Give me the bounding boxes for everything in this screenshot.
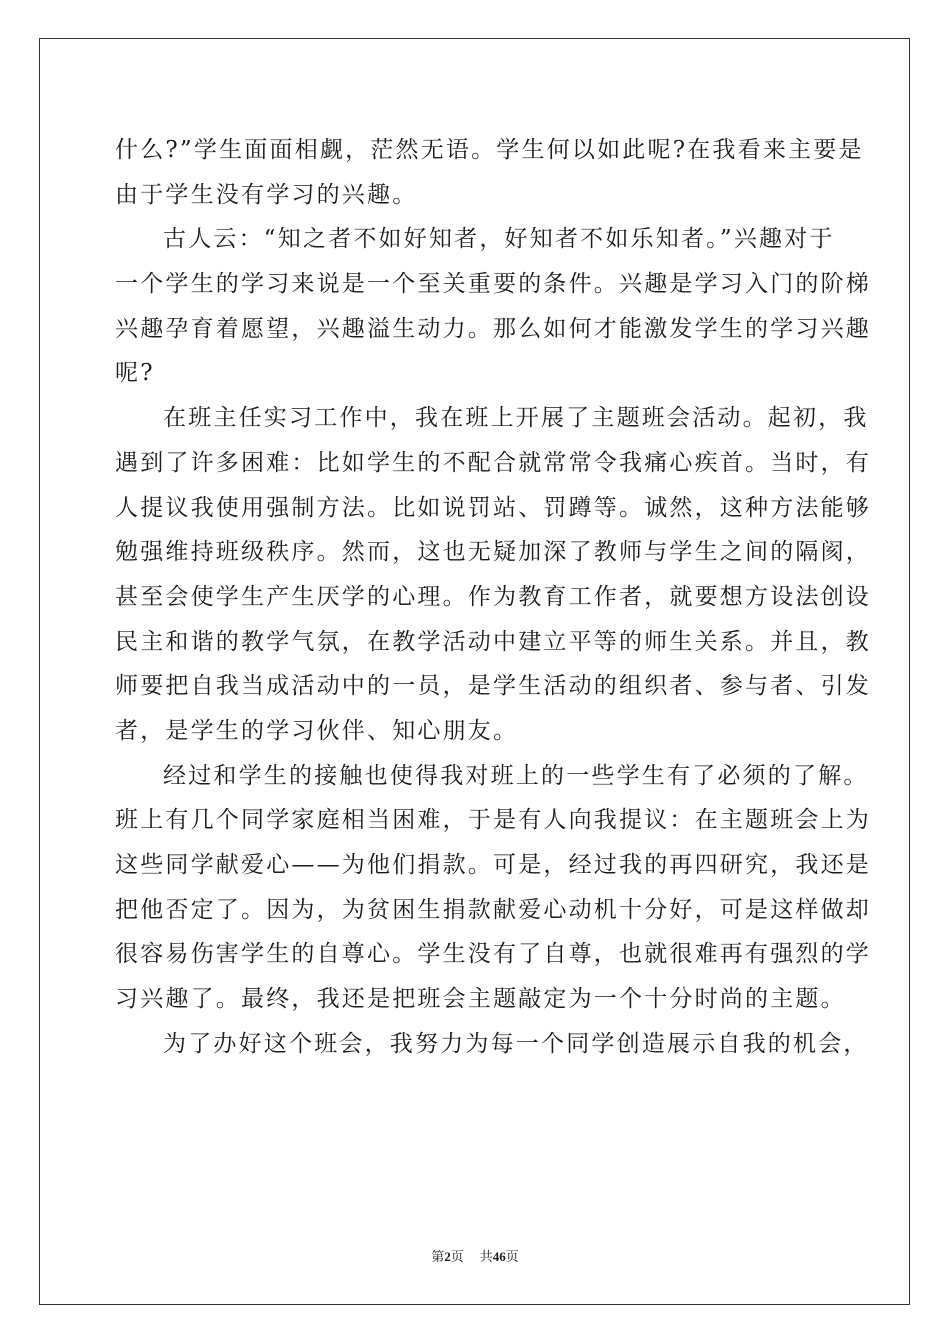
page-number: 2 — [444, 1249, 451, 1264]
text-line: 民主和谐的教学气氛，在教学活动中建立平等的师生关系。并且，教 — [115, 628, 871, 655]
total-suffix: 页 — [505, 1249, 519, 1264]
text-line: 经过和学生的接触也使得我对班上的一些学生有了必须的了解。 — [163, 762, 869, 789]
text-line: 兴趣孕育着愿望，兴趣溢生动力。那么如何才能激发学生的学习兴趣 — [115, 315, 871, 342]
page-prefix: 第 — [431, 1249, 445, 1264]
paragraph — [115, 217, 871, 396]
text-line: 呢? — [115, 360, 155, 387]
text-line: 者，是学生的学习伙伴、知心朋友。 — [115, 717, 519, 744]
text-line: 遇到了许多困难：比如学生的不配合就常常令我痛心疾首。当时，有 — [115, 449, 871, 476]
total-pages: 46 — [492, 1249, 506, 1264]
paragraph — [115, 1022, 869, 1067]
text-line: 习兴趣了。最终，我还是把班会主题敲定为一个十分时尚的主题。 — [115, 986, 846, 1013]
page-footer — [0, 1246, 950, 1265]
text-line: 人提议我使用强制方法。比如说罚站、罚蹲等。诚然，这种方法能够 — [115, 494, 871, 521]
text-line: 把他否定了。因为，为贫困生捐款献爱心动机十分好，可是这样做却 — [115, 896, 871, 923]
text-line: 甚至会使学生产生厌学的心理。作为教育工作者，就要想方设法创设 — [115, 583, 871, 610]
paragraph — [115, 754, 871, 1022]
text-line: 勉强维持班级秩序。然而，这也无疑加深了教师与学生之间的隔阂， — [115, 539, 871, 566]
page-suffix: 页 — [450, 1249, 464, 1264]
paragraph — [115, 128, 864, 217]
text-line: 为了办好这个班会，我努力为每一个同学创造展示自我的机会， — [163, 1030, 869, 1057]
text-line: 由于学生没有学习的兴趣。 — [115, 181, 418, 208]
text-line: 师要把自我当成活动中的一员，是学生活动的组织者、参与者、引发 — [115, 673, 871, 700]
text-line: 古人云：“知之者不如好知者，好知者不如乐知者。”兴趣对于 — [163, 226, 835, 253]
text-line: 这些同学献爱心——为他们捐款。可是，经过我的再四研究，我还是 — [115, 852, 871, 878]
text-line: 在班主任实习工作中，我在班上开展了主题班会活动。起初，我 — [163, 405, 869, 432]
text-line: 很容易伤害学生的自尊心。学生没有了自尊，也就很难再有强烈的学 — [115, 941, 871, 968]
text-line: 班上有几个同学家庭相当困难，于是有人向我提议：在主题班会上为 — [115, 807, 871, 834]
text-line: 一个学生的学习来说是一个至关重要的条件。兴趣是学习入门的阶梯 — [115, 271, 871, 298]
total-prefix: 共 — [479, 1249, 493, 1264]
paragraph — [115, 396, 871, 754]
text-line: 什么?”学生面面相觑，茫然无语。学生何以如此呢?在我看来主要是 — [115, 137, 864, 163]
document-body — [115, 128, 871, 1066]
